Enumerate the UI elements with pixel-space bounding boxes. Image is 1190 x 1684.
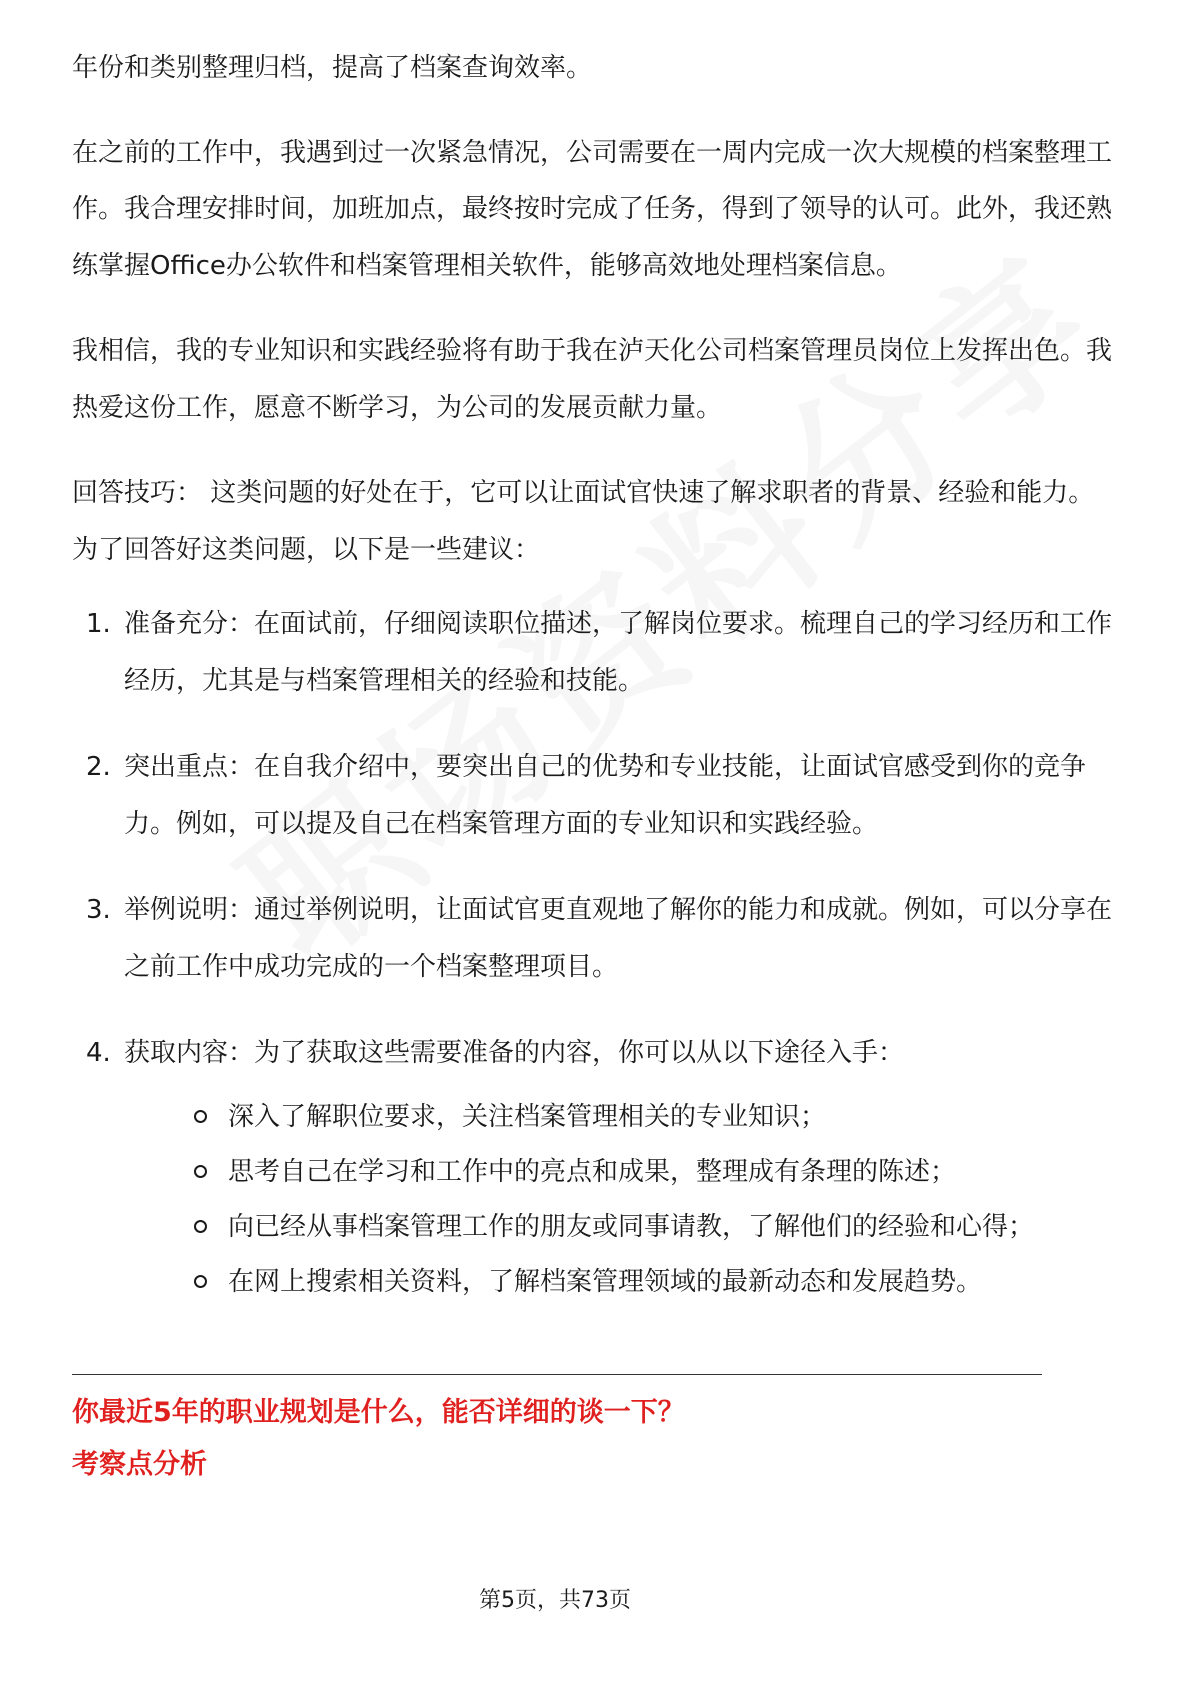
sub-item: [124, 1255, 1118, 1310]
circle-bullet-icon: [194, 1165, 207, 1178]
tip-number: 2.: [86, 752, 111, 782]
sub-item-text: 在网上搜索相关资料，了解档案管理领域的最新动态和发展趋势。: [228, 1266, 983, 1297]
sub-list: [124, 1090, 1118, 1310]
circle-bullet-icon: [194, 1220, 207, 1233]
circle-bullet-icon: [194, 1110, 207, 1123]
tip-text: 突出重点：在自我介绍中，要突出自己的优势和专业技能，让面试官感受到你的竞争力。例如，可以提及自己在档案管理方面的专业知识和实践经验。: [124, 752, 1087, 839]
tip-text: 举例说明：通过举例说明，让面试官更直观地了解你的能力和成就。例如，可以分享在之前工作中成功完成的一个档案整理项目。: [124, 895, 1113, 982]
sub-item-text: 向已经从事档案管理工作的朋友或同事请教，了解他们的经验和心得；: [228, 1211, 1035, 1242]
sub-item: [124, 1090, 1118, 1145]
tip-text: 获取内容：为了获取这些需要准备的内容，你可以从以下途径入手：: [124, 1038, 905, 1068]
paragraph-1: 年份和类别整理归档，提高了档案查询效率。: [72, 53, 593, 83]
tip-item: [72, 596, 1118, 709]
page-footer: 第5页，共73页: [479, 1588, 631, 1613]
tip-item: [72, 739, 1118, 852]
tip-item: [72, 882, 1118, 995]
sub-item-text: 思考自己在学习和工作中的亮点和成果，整理成有条理的陈述；: [228, 1156, 957, 1187]
question-heading: 你最近5年的职业规划是什么，能否详细的谈一下？: [72, 1397, 685, 1428]
tip-text: 准备充分：在面试前，仔细阅读职位描述，了解岗位要求。梳理自己的学习经历和工作经历，尤其是与档案管理相关的经验和技能。: [124, 609, 1113, 696]
tip-number: 1.: [86, 609, 111, 639]
tip-item: [72, 1025, 1118, 1310]
paragraph-2: 在之前的工作中，我遇到过一次紧急情况，公司需要在一周内完成一次大规模的档案整理工作。我合理安排时间，加班加点，最终按时完成了任务，得到了领导的认可。此外，我还熟练掌握Office办公软件和档案管理相关软件，能够高效地处理档案信息。: [72, 137, 1113, 281]
sub-item: [124, 1145, 1118, 1200]
circle-bullet-icon: [194, 1275, 207, 1288]
sub-item-text: 深入了解职位要求，关注档案管理相关的专业知识；: [228, 1101, 827, 1132]
analysis-heading: 考察点分析: [72, 1449, 207, 1480]
section-divider: [72, 1374, 1042, 1375]
tip-number: 4.: [86, 1038, 111, 1068]
sub-item: [124, 1200, 1118, 1255]
tips-list: [72, 596, 1118, 1310]
answer-tips-intro: 回答技巧： 这类问题的好处在于，它可以让面试官快速了解求职者的背景、经验和能力。为了回答好这类问题，以下是一些建议：: [72, 478, 1095, 565]
document-body: [72, 40, 1118, 1340]
paragraph-3: 我相信，我的专业知识和实践经验将有助于我在泸天化公司档案管理员岗位上发挥出色。我热爱这份工作，愿意不断学习，为公司的发展贡献力量。: [72, 336, 1113, 423]
tip-number: 3.: [86, 895, 111, 925]
